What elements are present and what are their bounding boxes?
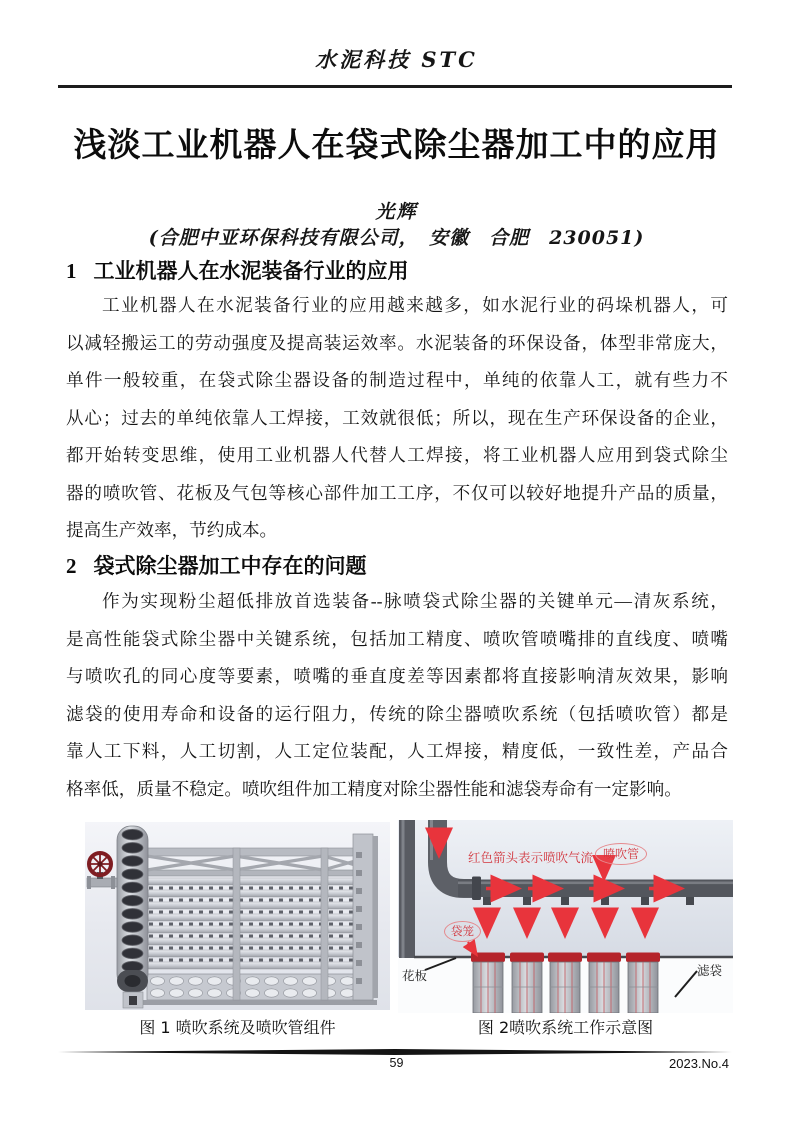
blow-pipe-label: 喷吹管 — [595, 843, 647, 865]
paragraph-line: 是高性能袋式除尘器中关键系统，包括加工精度、喷吹管喷嘴排的直线度、喷嘴 — [66, 628, 728, 649]
tube-sheet-label: 花板 — [402, 968, 428, 983]
figure-2 — [398, 820, 733, 1013]
bag-cage-label: 袋笼 — [444, 921, 481, 942]
air-tank — [117, 826, 148, 1008]
paragraph-line: 单件一般较重，在袋式除尘器设备的制造过程中，单纯的依靠人工，就有些力不 — [66, 370, 728, 390]
section-number: 2 — [66, 554, 77, 578]
section-title: 袋式除尘器加工中存在的问题 — [93, 554, 367, 578]
paragraph-line: 工业机器人在水泥装备行业的应用越来越多，如水泥行业的码垛机器人，可 — [102, 295, 728, 315]
paragraph-line: 以减轻搬运工的劳动强度及提高装运效率。水泥装备的环保设备，体型非常庞大， — [66, 332, 728, 353]
paragraph-line: 滤袋的使用寿命和设备的运行阻力，传统的除尘器喷吹系统（包括喷吹管）都是 — [66, 703, 728, 724]
figure-1-image — [85, 822, 390, 1010]
section-title: 工业机器人在水泥装备行业的应用 — [93, 259, 409, 283]
figure-1-caption: 图 1 喷吹系统及喷吹管组件 — [139, 1018, 336, 1037]
author-name: 光辉 — [375, 201, 418, 223]
paragraph-line: 作为实现粉尘超低排放首选装备--脉喷袋式除尘器的关键单元—清灰系统， — [102, 591, 728, 611]
section-number: 1 — [66, 259, 77, 283]
tube-sheet — [143, 974, 377, 1005]
footer-rule — [58, 1048, 732, 1056]
paragraph-line: 与喷吹孔的同心度等要素，喷嘴的垂直度差等因素都将直接影响清灰效果，影响 — [66, 666, 728, 686]
filter-bags — [471, 953, 660, 1014]
airflow-note-label: 红色箭头表示喷吹气流 — [468, 850, 594, 865]
issue-number: 2023.No.4 — [669, 1056, 729, 1071]
section-1-heading — [66, 258, 728, 285]
paragraph-line: 提高生产效率，节约成本。 — [66, 520, 278, 540]
journal-header-title: 水泥科技 STC — [315, 47, 478, 72]
paragraph-line: 都开始转变思维，使用工业机器人代替人工焊接，将工业机器人应用到袋式除尘 — [66, 445, 728, 465]
figure-2-caption: 图 2喷吹系统工作示意图 — [477, 1018, 654, 1037]
page-number: 59 — [389, 1056, 404, 1070]
paragraph-line: 从心；过去的单纯依靠人工焊接，工效就很低；所以，现在生产环保设备的企业， — [66, 407, 728, 428]
wall-pipe — [399, 820, 415, 958]
section-2-heading — [66, 553, 728, 580]
paragraph-line: 格率低，质量不稳定。喷吹组件加工精度对除尘器性能和滤袋寿命有一定影响。 — [66, 778, 682, 799]
author-affiliation: (合肥中亚环保科技有限公司， 安徽 合肥 230051) — [148, 227, 645, 249]
paragraph-line: 靠人工下料，人工切割，人工定位装配，人工焊接，精度低，一致性差，产品合 — [66, 741, 728, 761]
paper-title: 浅淡工业机器人在袋式除尘器加工中的应用 — [73, 125, 720, 164]
paragraph-1 — [66, 287, 728, 550]
header-rule — [58, 85, 732, 88]
paragraph-2 — [66, 583, 728, 808]
filter-bag-label: 滤袋 — [697, 963, 723, 978]
paragraph-line: 器的喷吹管、花板及气包等核心部件加工工序，不仅可以较好地提升产品的质量， — [66, 482, 728, 503]
figure-1 — [85, 822, 390, 1010]
